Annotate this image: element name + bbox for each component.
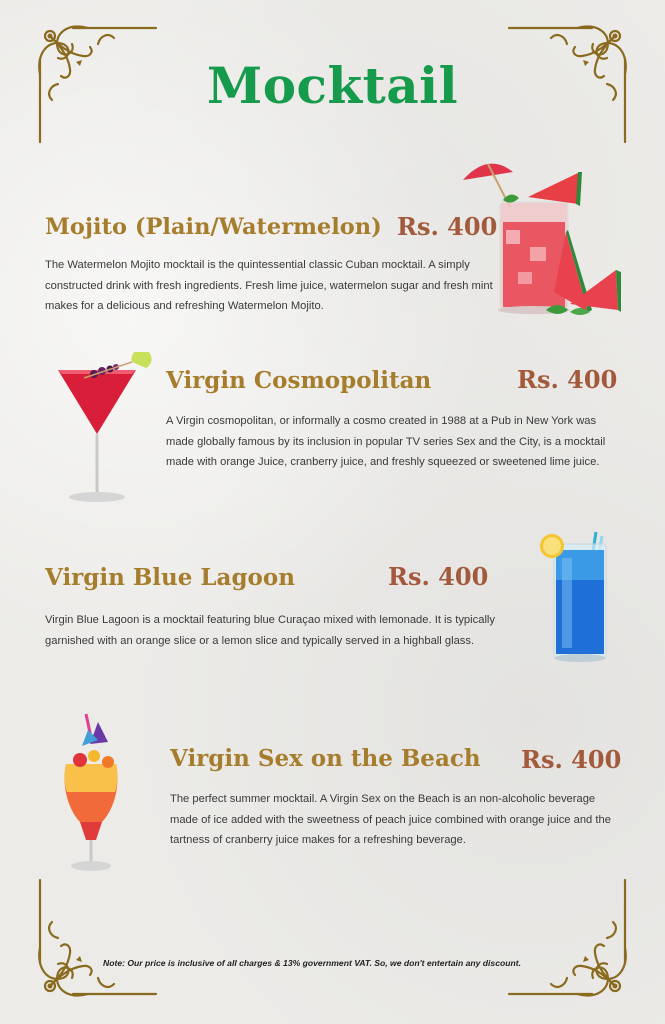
watermelon-mojito-icon (458, 152, 623, 320)
item-description-mojito: The Watermelon Mojito mocktail is the quintessential classic Cuban mocktail. A simply constructed drink with fresh ingredients. Fresh lime juice, watermelon sugar and fresh mint makes for a delicious and refreshing Watermelon Mojito. (45, 259, 493, 312)
item-description-blue-lagoon: Virgin Blue Lagoon is a mocktail featuring blue Curaçao mixed with lemonade. It is typically garnished with an orange slice or a lemon slice and typically served in a highball glass. (45, 614, 496, 647)
item-description-sex-on-the-beach: The perfect summer mocktail. A Virgin Sex on the Beach is an non-alcoholic beverage made of ice added with the sweetness of peach juice combined with orange juice and the tartness of cranberry juice makes for a refreshing beverage. (170, 793, 611, 846)
corner-ornament-bottom-left-icon (28, 878, 158, 1008)
item-price-mojito: Rs. 400 (397, 212, 498, 241)
item-price-sex-on-the-beach: Rs. 400 (521, 745, 622, 774)
page-title: Mocktail (206, 56, 459, 115)
item-name-mojito: Mojito (Plain/Watermelon) (45, 214, 382, 240)
item-name-sex-on-the-beach: Virgin Sex on the Beach (170, 745, 481, 772)
hurricane-glass-icon (58, 712, 128, 878)
item-name-blue-lagoon: Virgin Blue Lagoon (45, 564, 295, 591)
item-price-cosmopolitan: Rs. 400 (517, 365, 618, 394)
item-price-blue-lagoon: Rs. 400 (388, 562, 489, 591)
price-note: Note: Our price is inclusive of all charges & 13% government VAT. So, we don't entertain any discount. (103, 958, 521, 968)
cosmopolitan-glass-icon (54, 352, 158, 508)
corner-ornament-bottom-right-icon (507, 878, 637, 1008)
item-name-cosmopolitan: Virgin Cosmopolitan (166, 367, 432, 394)
blue-lagoon-glass-icon (538, 528, 618, 668)
item-description-cosmopolitan: A Virgin cosmopolitan, or informally a cosmo created in 1988 at a Pub in New York was made globally famous by its inclusion in popular TV series Sex and the City, is a mocktail made with orange Juice, cranberry juice, and freshly squeezed or sweetened lime juice. (166, 415, 606, 468)
